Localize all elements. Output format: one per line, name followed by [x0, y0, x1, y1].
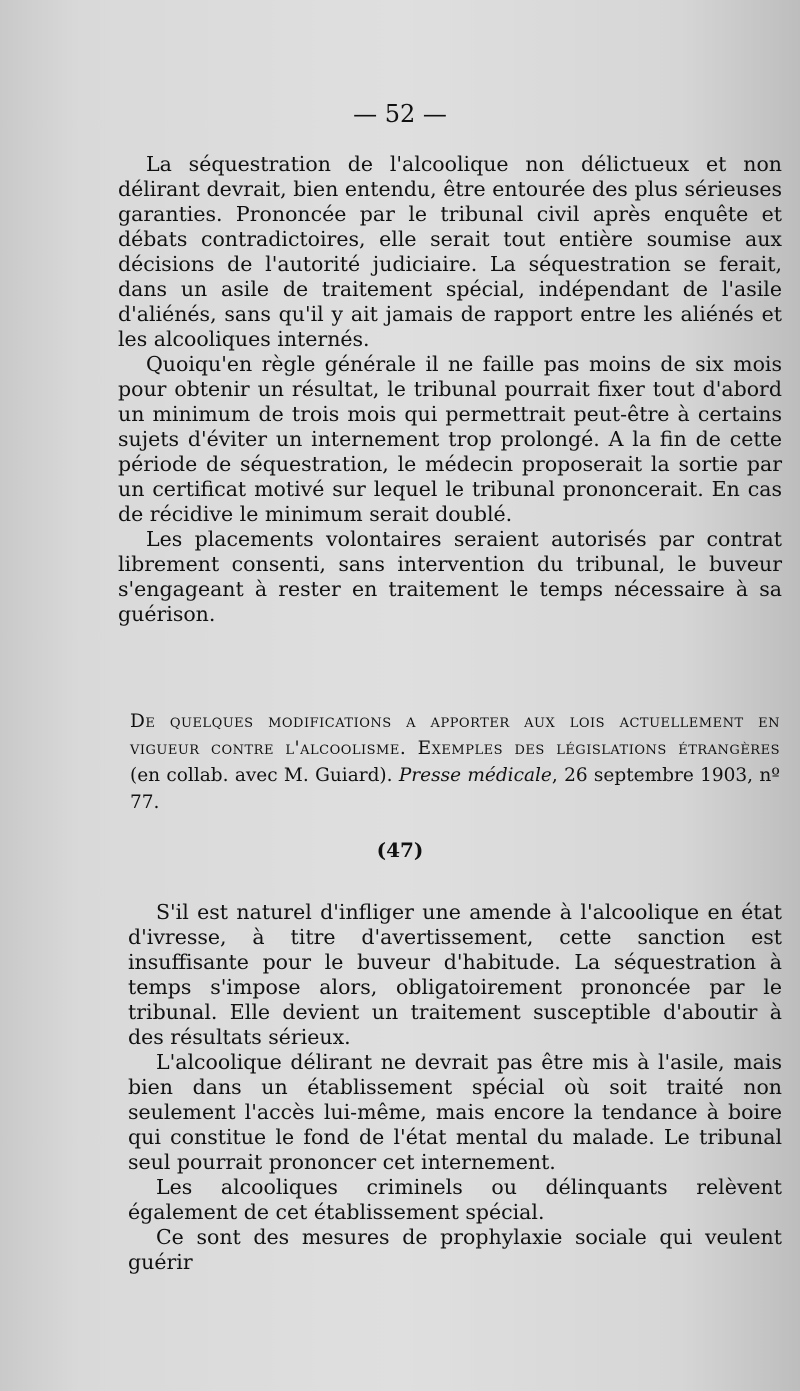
page-number: — 52 — [353, 100, 447, 128]
reference-title: De quelques modifications a apporter aux lois actuellement en vigueur contre l'alcoolisme. Exemples des législations étrangères [130, 711, 780, 759]
paragraph: L'alcoolique délirant ne devrait pas être mis à l'asile, mais bien dans un établissement spécial où soit traité non seulement l'accès lui-même, mais encore la tendance à boire qui constitue le fond de l'état mental du malade. Le tribunal seul pourrait prononcer cet internement. [128, 1050, 782, 1174]
reference-date: , 26 septembre 1903, nº 77. [130, 765, 781, 813]
section-2-text [128, 900, 782, 1275]
item-number: (47) [376, 838, 424, 862]
paragraph: Ce sont des mesures de prophylaxie sociale qui veulent guérir [128, 1225, 782, 1274]
paragraph: Les placements volontaires seraient autorisés par contrat librement consenti, sans intervention du tribunal, le buveur s'engageant à rester en traitement le temps nécessaire à sa guérison. [118, 527, 782, 626]
section-1-text [118, 152, 782, 627]
paragraph: S'il est naturel d'infliger une amende à l'alcoolique en état d'ivresse, à titre d'avertissement, cette sanction est insuffisante pour le buveur d'habitude. La séquestration à temps s'impose alors, obligatoirement prononcée par le tribunal. Elle devient un traitement susceptible d'aboutir à des résultats sérieux. [128, 900, 782, 1049]
paragraph: Quoiqu'en règle générale il ne faille pas moins de six mois pour obtenir un résultat, le tribunal pourrait fixer tout d'abord un minimum de trois mois qui permettrait peut-être à certains sujets d'éviter un internement trop prolongé. A la fin de cette période de séquestration, le médecin proposerait la sortie par un certificat motivé sur lequel le tribunal prononcerait. En cas de récidive le minimum serait doublé. [118, 352, 782, 526]
paragraph: Les alcooliques criminels ou délinquants relèvent également de cet établissement spécial. [128, 1175, 782, 1224]
paragraph: La séquestration de l'alcoolique non délictueux et non délirant devrait, bien entendu, être entourée des plus sérieuses garanties. Prononcée par le tribunal civil après enquête et débats contradictoires, elle serait tout entière soumise aux décisions de l'autorité judiciaire. La séquestration se ferait, dans un asile de traitement spécial, indépendant de l'asile d'aliénés, sans qu'il y ait jamais de rapport entre les aliénés et les alcooliques internés. [118, 152, 782, 351]
reference-journal: Presse médicale [398, 765, 552, 786]
reference-collab: (en collab. avec M. Guiard). [130, 765, 399, 786]
bibliographic-reference [130, 708, 780, 816]
